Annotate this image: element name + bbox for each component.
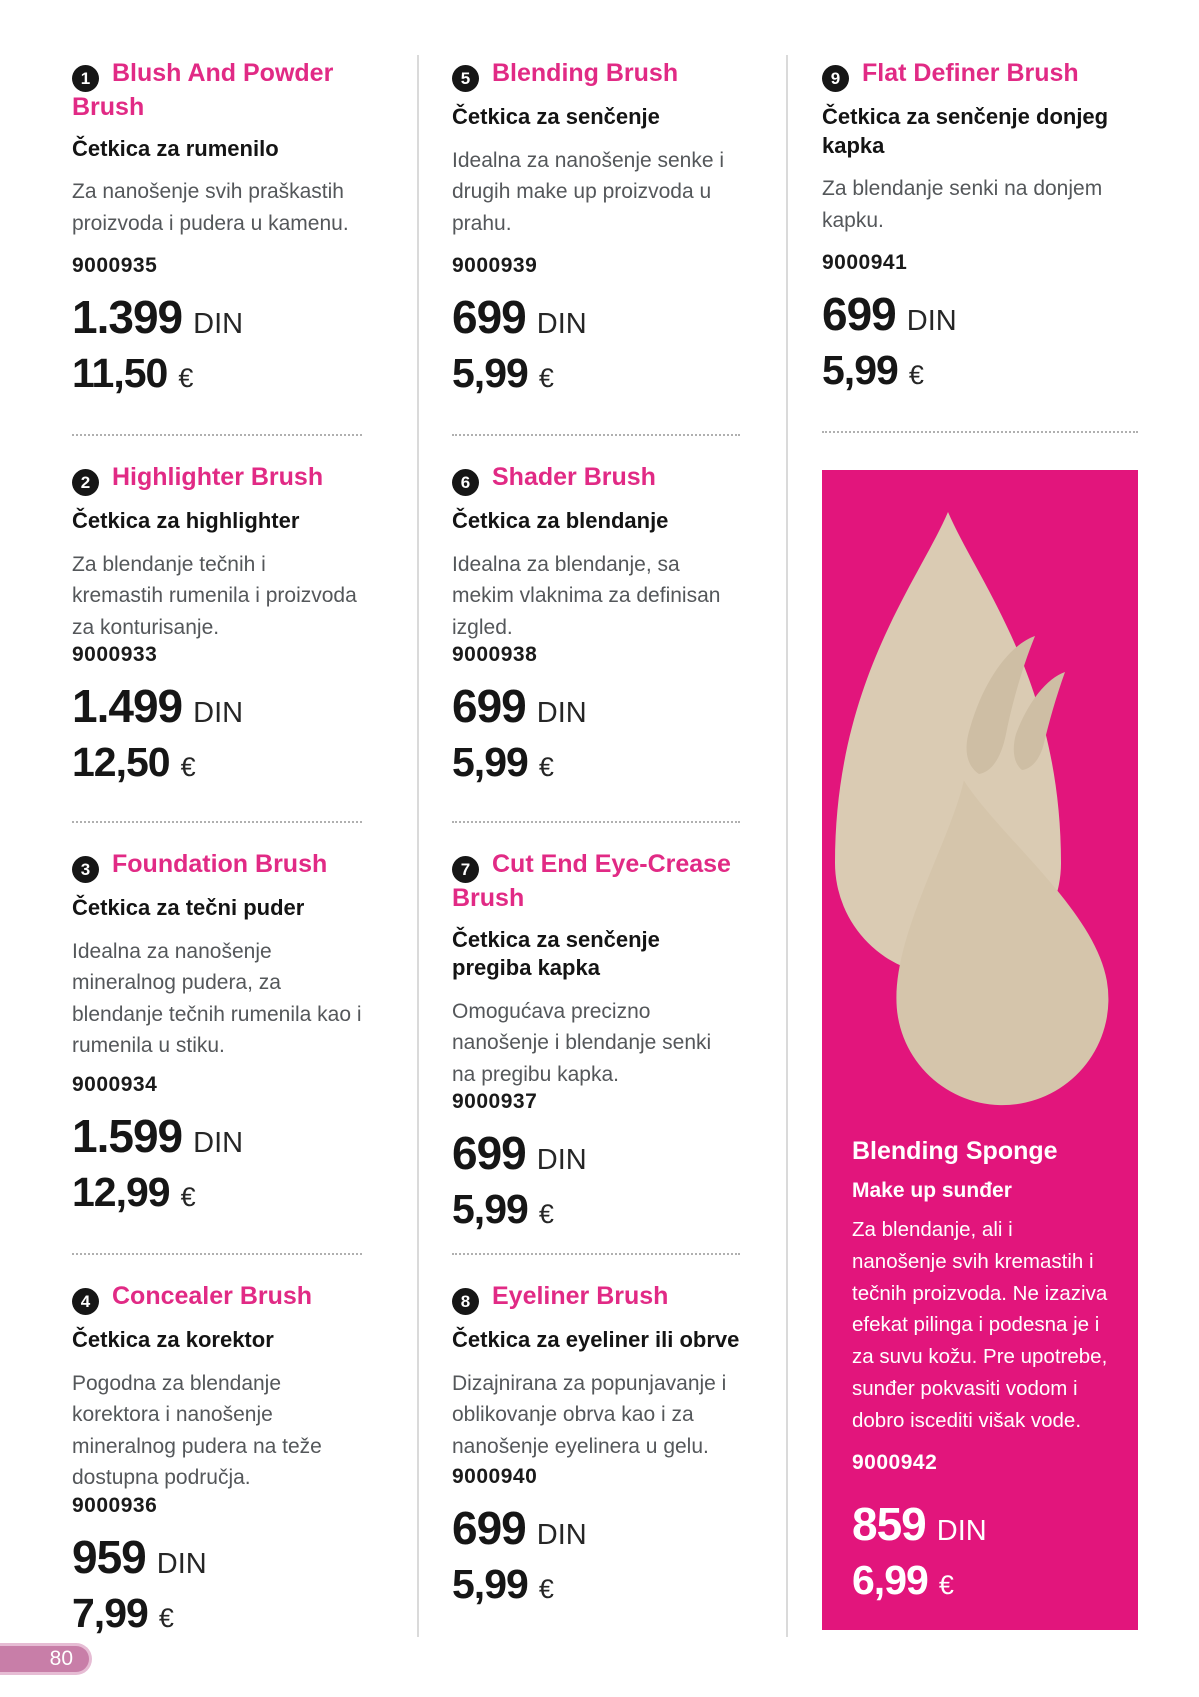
price-din-value: 699 [452, 1127, 526, 1180]
price-din-value: 1.499 [72, 680, 183, 733]
product-title-text: Flat Definer Brush [862, 59, 1079, 87]
product-description: Za nanošenje svih praškastih proizvoda i pudera u kamenu. [72, 180, 349, 235]
price-eur [72, 1589, 362, 1636]
product-subtitle: Četkica za senčenje donjeg kapka [822, 104, 1109, 158]
price-eur-value: 5,99 [452, 739, 528, 786]
product-title [822, 58, 1138, 92]
currency-din-label: DIN [193, 1127, 244, 1159]
price-eur [72, 1169, 362, 1215]
price-eur [452, 739, 740, 786]
currency-din-label: DIN [536, 697, 587, 730]
product-title-text: Blending Brush [492, 59, 679, 87]
currency-eur-label: € [158, 1602, 174, 1633]
product-code: 9000933 [72, 643, 158, 667]
price-eur [852, 1557, 1108, 1604]
price-eur-value: 6,99 [852, 1557, 928, 1604]
product-code: 9000936 [72, 1493, 158, 1517]
price-din [452, 1127, 740, 1180]
product-code: 9000935 [72, 254, 158, 277]
product-description: Idealna za nanošenje senke i drugih make up proizvoda u prahu. [452, 148, 725, 235]
product-buy-block [72, 643, 362, 786]
product-description: Dizajnirana za popunjavanje i oblikovanje obrva kao i za nanošenje eyelinera u gelu. [452, 1371, 727, 1458]
price-din-value: 1.599 [72, 1110, 183, 1162]
product-description: Omogućava precizno nanošenje i blendanje senki na pregibu kapka. [452, 999, 712, 1086]
price-eur-value: 5,99 [452, 1561, 528, 1607]
price-din [452, 1502, 740, 1554]
product-card [822, 58, 1138, 433]
product-title [452, 1281, 740, 1315]
product-title [72, 849, 362, 883]
product-buy-block [72, 1494, 362, 1634]
product-subtitle: Četkica za eyeliner ili obrve [452, 1327, 740, 1353]
currency-din-label: DIN [936, 1515, 987, 1548]
product-subtitle: Četkica za korektor [72, 1327, 274, 1353]
product-subtitle: Četkica za blendanje [452, 508, 669, 534]
currency-eur-label: € [938, 1570, 954, 1601]
price-eur [72, 739, 362, 786]
currency-eur-label: € [538, 752, 554, 783]
price-eur-value: 7,99 [72, 1589, 148, 1636]
price-eur-value: 12,99 [72, 1169, 170, 1215]
product-number-badge: 7 [452, 856, 479, 883]
product-buy-block [452, 254, 740, 394]
product-number-badge: 6 [452, 469, 479, 496]
price-din [72, 1530, 362, 1583]
product-card [72, 436, 362, 823]
price-eur [452, 1561, 740, 1607]
product-title-text: Concealer Brush [112, 1282, 313, 1310]
price-din-value: 699 [452, 680, 526, 733]
currency-eur-label: € [180, 752, 196, 783]
product-title-text: Eyeliner Brush [492, 1282, 669, 1310]
product-number-badge: 5 [452, 65, 479, 92]
product-title [72, 58, 362, 124]
price-eur-value: 11,50 [72, 350, 168, 396]
price-eur [452, 1186, 740, 1233]
product-card [452, 436, 740, 823]
price-din-value: 1.399 [72, 291, 183, 343]
product-card [452, 823, 740, 1255]
sponge-subtitle: Make up sunđer [852, 1179, 1012, 1202]
price-eur-value: 5,99 [452, 1186, 528, 1233]
product-buy-block [452, 643, 740, 786]
product-number-badge: 8 [452, 1288, 479, 1315]
sponge-description: Za blendanje, ali i nanošenje svih kremastih i tečnih proizvoda. Ne izaziva efekat pilinga i podesna je i za suvu kožu. Pre upotrebe, sunđer pokvasiti vodom i dobro iscediti višak vode. [852, 1218, 1108, 1432]
currency-din-label: DIN [536, 1144, 587, 1177]
price-din-value: 699 [822, 288, 896, 340]
product-subtitle: Četkica za tečni puder [72, 895, 305, 921]
product-buy-block [822, 251, 1138, 391]
currency-din-label: DIN [193, 308, 244, 340]
product-card [72, 58, 362, 436]
price-din [72, 291, 362, 343]
currency-eur-label: € [538, 1199, 554, 1230]
currency-din-label: DIN [156, 1547, 207, 1580]
product-buy-block [72, 254, 362, 394]
price-din [72, 680, 362, 733]
product-code: 9000941 [822, 251, 908, 274]
product-number-badge: 2 [72, 469, 99, 496]
column-1 [72, 58, 362, 1645]
column-2 [452, 58, 740, 1645]
product-title [452, 849, 740, 915]
product-code: 9000940 [452, 1465, 538, 1488]
product-title-text: Cut End Eye-Crease Brush [452, 850, 731, 913]
sponge-code: 9000942 [852, 1451, 938, 1475]
price-eur-value: 5,99 [452, 350, 528, 396]
currency-eur-label: € [178, 363, 194, 393]
price-din-value: 699 [452, 291, 526, 343]
price-eur [72, 350, 362, 396]
product-card [452, 1255, 740, 1645]
price-din [452, 291, 740, 343]
currency-eur-label: € [538, 363, 554, 393]
currency-din-label: DIN [536, 1519, 587, 1551]
product-subtitle: Četkica za senčenje [452, 104, 660, 130]
product-code: 9000937 [452, 1090, 538, 1114]
sponge-text-block [822, 1125, 1138, 1604]
product-code: 9000938 [452, 643, 538, 667]
product-buy-block [452, 1090, 740, 1233]
sponge-title: Blending Sponge [852, 1137, 1058, 1165]
price-din-value: 699 [452, 1502, 526, 1554]
product-description: Idealna za blendanje, sa mekim vlaknima za definisan izgled. [452, 552, 721, 639]
currency-din-label: DIN [193, 697, 244, 730]
product-title [452, 462, 740, 496]
product-title [72, 462, 362, 496]
price-din-value: 859 [852, 1498, 926, 1551]
currency-din-label: DIN [906, 305, 957, 337]
product-title-text: Foundation Brush [112, 850, 328, 878]
price-din-value: 959 [72, 1530, 146, 1583]
currency-din-label: DIN [536, 308, 587, 340]
product-subtitle: Četkica za highlighter [72, 508, 300, 534]
price-din [72, 1110, 362, 1162]
product-card [452, 58, 740, 436]
column-divider [786, 55, 788, 1637]
price-din [452, 680, 740, 733]
product-card [72, 1255, 362, 1645]
product-number-badge: 9 [822, 65, 849, 92]
price-din [852, 1498, 1108, 1551]
product-description: Pogodna za blendanje korektora i nanošenje mineralnog pudera na teže dostupna područja. [72, 1371, 322, 1490]
product-title-text: Blush And Powder Brush [72, 59, 334, 122]
product-description: Za blendanje tečnih i kremastih rumenila i proizvoda za konturisanje. [72, 552, 357, 639]
product-card [72, 823, 362, 1255]
product-subtitle: Četkica za senčenje pregiba kapka [452, 926, 660, 981]
product-subtitle: Četkica za rumenilo [72, 135, 279, 161]
price-din [822, 288, 1138, 340]
currency-eur-label: € [908, 360, 924, 390]
product-description: Za blendanje senki na donjem kapku. [822, 177, 1103, 232]
blending-sponge-promo-box [822, 470, 1138, 1630]
product-title [72, 1281, 362, 1315]
page-number: 80 [49, 1647, 73, 1670]
product-buy-block [452, 1465, 740, 1605]
product-number-badge: 4 [72, 1288, 99, 1315]
product-code: 9000939 [452, 254, 538, 277]
page-number-badge [0, 1643, 92, 1675]
currency-eur-label: € [180, 1182, 196, 1212]
price-eur-value: 12,50 [72, 739, 170, 786]
column-3 [822, 58, 1138, 1630]
product-description: Idealna za nanošenje mineralnog pudera, za blendanje tečnih rumenila kao i rumenila u stiku. [72, 939, 362, 1058]
product-title [452, 58, 740, 92]
product-code: 9000934 [72, 1073, 158, 1096]
product-title-text: Shader Brush [492, 463, 656, 491]
price-eur-value: 5,99 [822, 347, 898, 393]
product-number-badge: 3 [72, 856, 99, 883]
currency-eur-label: € [538, 1574, 554, 1604]
product-buy-block [72, 1073, 362, 1213]
product-number-badge: 1 [72, 65, 99, 92]
column-divider [417, 55, 419, 1637]
price-eur [822, 347, 1138, 393]
product-title-text: Highlighter Brush [112, 463, 324, 491]
price-eur [452, 350, 740, 396]
blending-sponge-image [822, 470, 1138, 1125]
